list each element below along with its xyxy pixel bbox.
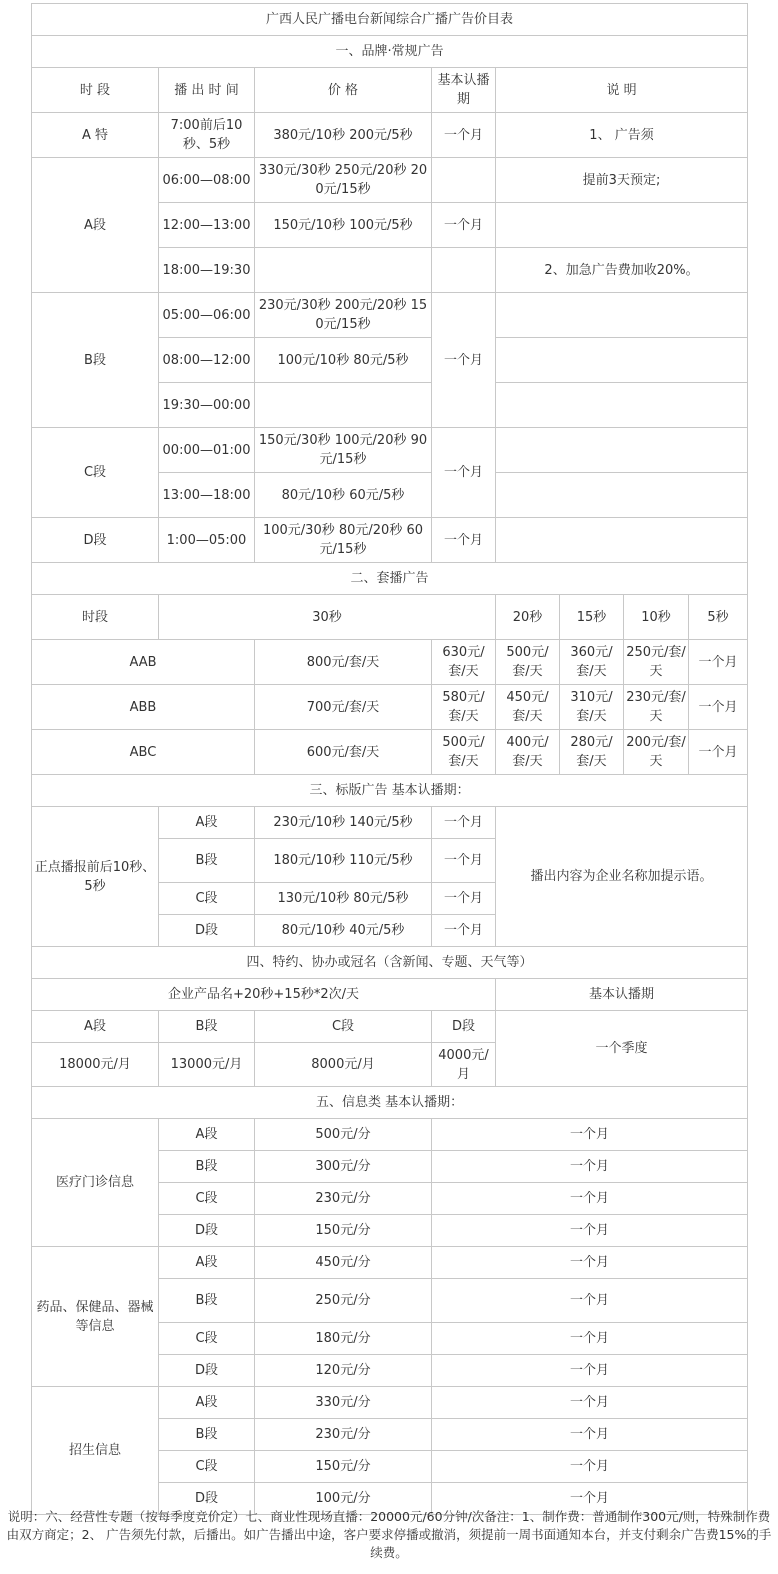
package-name: ABB	[32, 685, 255, 730]
header-segment: 时 段	[32, 68, 159, 113]
segment-a-special: A 特	[32, 113, 159, 158]
price-cell: 230元/分	[255, 1419, 432, 1451]
airtime-cell: 00:00—01:00	[159, 428, 255, 473]
period-cell: 一个月	[432, 113, 496, 158]
price-cell: 18000元/月	[32, 1043, 159, 1087]
period-cell: 一个月	[432, 1215, 748, 1247]
price-cell: 250元/分	[255, 1279, 432, 1323]
segment-cell: A段	[159, 1387, 255, 1419]
airtime-cell: 12:00—13:00	[159, 203, 255, 248]
section-heading-brand: 一、品牌·常规广告	[32, 36, 748, 68]
price-20s: 500元/套/天	[432, 730, 496, 775]
price-cell: 300元/分	[255, 1151, 432, 1183]
price-cell: 180元/分	[255, 1323, 432, 1355]
period-cell: 一个月	[432, 839, 496, 883]
airtime-cell: 7:00前后10秒、5秒	[159, 113, 255, 158]
airtime-cell: 08:00—12:00	[159, 338, 255, 383]
price-cell: 330元/30秒 250元/20秒 200元/15秒	[255, 158, 432, 203]
segment-cell: D段	[432, 1011, 496, 1043]
price-cell: 380元/10秒 200元/5秒	[255, 113, 432, 158]
period-cell: 一个月	[432, 1451, 748, 1483]
note-cell	[496, 338, 748, 383]
price-cell: 8000元/月	[255, 1043, 432, 1087]
airtime-cell: 06:00—08:00	[159, 158, 255, 203]
period-cell: 一个月	[432, 428, 496, 518]
segment-cell: D段	[159, 915, 255, 947]
price-10s: 280元/套/天	[560, 730, 624, 775]
segment-cell: C段	[159, 883, 255, 915]
package-name: AAB	[32, 640, 255, 685]
price-cell: 150元/30秒 100元/20秒 90元/15秒	[255, 428, 432, 473]
airtime-cell: 18:00—19:30	[159, 248, 255, 293]
header-airtime: 播 出 时 间	[159, 68, 255, 113]
note-cell: 2、加急广告费加收20%。	[496, 248, 748, 293]
segment-cell: B段	[159, 1279, 255, 1323]
section-heading-info: 五、信息类 基本认播期：	[32, 1087, 748, 1119]
price-cell	[255, 383, 432, 428]
price-30s: 700元/套/天	[255, 685, 432, 730]
info-group-name: 招生信息	[32, 1387, 159, 1515]
header-10s: 10秒	[624, 595, 689, 640]
period-cell: 一个月	[689, 640, 748, 685]
header-note: 说 明	[496, 68, 748, 113]
segment-cell: A段	[32, 1011, 159, 1043]
price-20s: 630元/套/天	[432, 640, 496, 685]
segment-cell: D段	[159, 1483, 255, 1515]
airtime-cell: 1:00—05:00	[159, 518, 255, 563]
segment-cell: B段	[159, 839, 255, 883]
sponsor-product: 企业产品名+20秒+15秒*2次/天	[32, 979, 496, 1011]
segment-a: A段	[32, 158, 159, 293]
price-list-table	[31, 3, 748, 1515]
note-cell	[496, 293, 748, 338]
price-5s: 230元/套/天	[624, 685, 689, 730]
segment-cell: B段	[159, 1419, 255, 1451]
price-cell: 120元/分	[255, 1355, 432, 1387]
price-5s: 200元/套/天	[624, 730, 689, 775]
price-cell	[255, 248, 432, 293]
period-cell: 一个月	[432, 1483, 748, 1515]
segment-cell: C段	[159, 1451, 255, 1483]
airtime-cell: 13:00—18:00	[159, 473, 255, 518]
period-cell: 一个月	[689, 730, 748, 775]
price-cell: 100元/30秒 80元/20秒 60元/15秒	[255, 518, 432, 563]
period-cell: 一个月	[432, 1183, 748, 1215]
header-5s: 5秒	[689, 595, 748, 640]
segment-cell: D段	[159, 1355, 255, 1387]
price-15s: 500元/套/天	[496, 640, 560, 685]
price-cell: 150元/分	[255, 1215, 432, 1247]
segment-cell: C段	[159, 1323, 255, 1355]
period-cell	[432, 158, 496, 203]
price-10s: 360元/套/天	[560, 640, 624, 685]
period-cell: 一个月	[432, 203, 496, 248]
price-cell: 230元/10秒 140元/5秒	[255, 807, 432, 839]
footnote-text: 说明：六、经营性专题（按每季度竞价定）七、商业性现场直播：20000元/60分钟/次备注：1、制作费：普通制作300元/则，特殊制作费由双方商定；2、 广告须先付款，后播出。如广告播出中途，客户要求停播或撤消，须提前一周书面通知本台，并支付剩余广告费15%的手续费。	[6, 1509, 772, 1560]
segment-cell: A段	[159, 1247, 255, 1279]
header-30s: 30秒	[159, 595, 496, 640]
header-period: 基本认播期	[432, 68, 496, 113]
segment-d: D段	[32, 518, 159, 563]
period-cell: 一个月	[432, 1119, 748, 1151]
section-heading-package: 二、套播广告	[32, 563, 748, 595]
header-price: 价 格	[255, 68, 432, 113]
price-cell: 100元/分	[255, 1483, 432, 1515]
price-cell: 13000元/月	[159, 1043, 255, 1087]
header-20s: 20秒	[496, 595, 560, 640]
sponsor-period: 一个季度	[496, 1011, 748, 1087]
period-cell: 一个月	[432, 1355, 748, 1387]
period-cell: 一个月	[432, 1387, 748, 1419]
info-group-name: 药品、保健品、器械等信息	[32, 1247, 159, 1387]
info-group-name: 医疗门诊信息	[32, 1119, 159, 1247]
period-cell: 一个月	[432, 1247, 748, 1279]
segment-cell: D段	[159, 1215, 255, 1247]
note-cell: 1、 广告须	[496, 113, 748, 158]
standard-label: 正点播报前后10秒、5秒	[32, 807, 159, 947]
section-heading-sponsor: 四、特约、协办或冠名（含新闻、专题、天气等）	[32, 947, 748, 979]
period-cell: 一个月	[432, 1151, 748, 1183]
airtime-cell: 05:00—06:00	[159, 293, 255, 338]
section-heading-standard: 三、标版广告 基本认播期：	[32, 775, 748, 807]
price-cell: 150元/10秒 100元/5秒	[255, 203, 432, 248]
price-cell: 80元/10秒 40元/5秒	[255, 915, 432, 947]
segment-c: C段	[32, 428, 159, 518]
period-cell: 一个月	[432, 293, 496, 428]
period-cell: 一个月	[689, 685, 748, 730]
segment-cell: C段	[159, 1183, 255, 1215]
period-cell: 一个月	[432, 1419, 748, 1451]
price-cell: 230元/30秒 200元/20秒 150元/15秒	[255, 293, 432, 338]
period-cell: 一个月	[432, 1279, 748, 1323]
price-cell: 330元/分	[255, 1387, 432, 1419]
price-cell: 80元/10秒 60元/5秒	[255, 473, 432, 518]
segment-cell: C段	[255, 1011, 432, 1043]
table-title: 广西人民广播电台新闻综合广播广告价目表	[32, 4, 748, 36]
period-cell	[432, 248, 496, 293]
price-30s: 800元/套/天	[255, 640, 432, 685]
period-cell: 一个月	[432, 518, 496, 563]
segment-cell: B段	[159, 1151, 255, 1183]
period-cell: 一个月	[432, 1323, 748, 1355]
segment-cell: A段	[159, 1119, 255, 1151]
segment-b: B段	[32, 293, 159, 428]
price-20s: 580元/套/天	[432, 685, 496, 730]
segment-cell: A段	[159, 807, 255, 839]
segment-cell: B段	[159, 1011, 255, 1043]
note-cell	[496, 383, 748, 428]
price-cell: 150元/分	[255, 1451, 432, 1483]
header-segment: 时段	[32, 595, 159, 640]
package-name: ABC	[32, 730, 255, 775]
price-cell: 500元/分	[255, 1119, 432, 1151]
price-cell: 4000元/月	[432, 1043, 496, 1087]
note-cell	[496, 518, 748, 563]
price-10s: 310元/套/天	[560, 685, 624, 730]
price-15s: 450元/套/天	[496, 685, 560, 730]
note-cell: 提前3天预定;	[496, 158, 748, 203]
price-15s: 400元/套/天	[496, 730, 560, 775]
note-cell	[496, 428, 748, 473]
standard-note: 播出内容为企业名称加提示语。	[496, 807, 748, 947]
price-cell: 130元/10秒 80元/5秒	[255, 883, 432, 915]
price-cell: 100元/10秒 80元/5秒	[255, 338, 432, 383]
price-cell: 180元/10秒 110元/5秒	[255, 839, 432, 883]
note-cell	[496, 203, 748, 248]
header-15s: 15秒	[560, 595, 624, 640]
note-cell	[496, 473, 748, 518]
period-cell: 一个月	[432, 915, 496, 947]
price-cell: 230元/分	[255, 1183, 432, 1215]
price-cell: 450元/分	[255, 1247, 432, 1279]
airtime-cell: 19:30—00:00	[159, 383, 255, 428]
price-list-table-wrapper	[31, 3, 747, 1515]
period-cell: 一个月	[432, 807, 496, 839]
sponsor-period-label: 基本认播期	[496, 979, 748, 1011]
period-cell: 一个月	[432, 883, 496, 915]
price-5s: 250元/套/天	[624, 640, 689, 685]
price-30s: 600元/套/天	[255, 730, 432, 775]
